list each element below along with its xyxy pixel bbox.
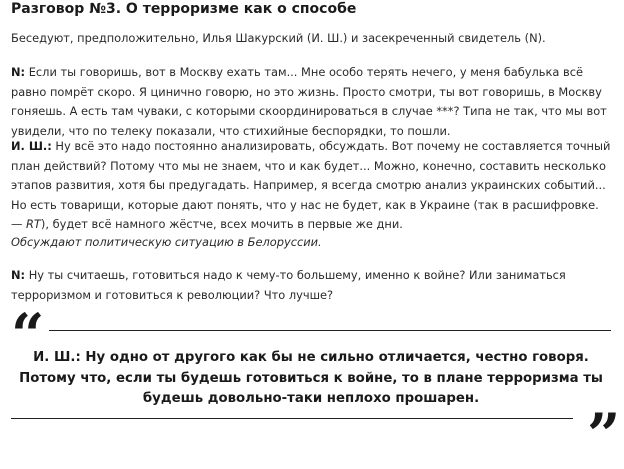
dialogue-paragraph-n-2: [11, 266, 611, 305]
speaker-label: И. Ш.:: [11, 139, 52, 153]
speaker-label: N:: [11, 65, 26, 79]
dialogue-paragraph-ish-1: [11, 137, 611, 235]
open-quote-icon: “: [11, 301, 45, 369]
close-quote-icon: ”: [587, 401, 621, 469]
context-note: Обсуждают политическую ситуацию в Белоруссии.: [11, 235, 322, 249]
intro-paragraph: Беседуют, предположительно, Илья Шакурский (И. Ш.) и засекреченный свидетель (N).: [11, 31, 546, 45]
quote-bottom-divider: [11, 418, 573, 419]
dialogue-text: Ну всё это надо постоянно анализировать, обсуждать. Вот почему не составляется точный план действий? Потому что мы не знаем, что и как будет... Можно, конечно, составить несколько этапов развития, хотя бы предугадать. Например, я всегда смотрю анализ украинских событий... Но есть товарищи, которые дают понять, что у нас не будет, как в Украине (так в расшифровке. —: [11, 139, 611, 231]
dialogue-text: Если ты говоришь, вот в Москву ехать там... Мне особо терять нечего, у меня бабулька всё равно помрёт скоро. Я цинично говорю, но это жизнь. Просто смотри, ты вот говоришь, в Москву гоняешь. А есть там чуваки, с которыми скоординироваться в случае ***? Типа не так, что мы вот увидели, что по телеку показали, что стихийные беспорядки, то пошли.: [11, 65, 607, 138]
pull-quote: [11, 301, 624, 469]
dialogue-text: Ну ты считаешь, готовиться надо к чему-то большему, именно к войне? Или заниматься терроризмом и готовиться к революции? Что лучше?: [11, 268, 566, 302]
quote-top-divider: [49, 330, 611, 331]
speaker-label: N:: [11, 268, 26, 282]
section-heading: Разговор №3. О терроризме как о способе: [11, 1, 357, 17]
dialogue-text-end: ), будет всё намного жёстче, всех мочить в первые же дни.: [40, 217, 403, 231]
pull-quote-text: И. Ш.: Ну одно от другого как бы не сильно отличается, честно говоря. Потому что, если ты будешь готовиться к войне, то в плане терроризма ты будешь довольно-таки неплохо прошарен.: [19, 350, 603, 407]
rt-mark: RT: [26, 217, 41, 231]
dialogue-paragraph-n-1: [11, 63, 611, 141]
